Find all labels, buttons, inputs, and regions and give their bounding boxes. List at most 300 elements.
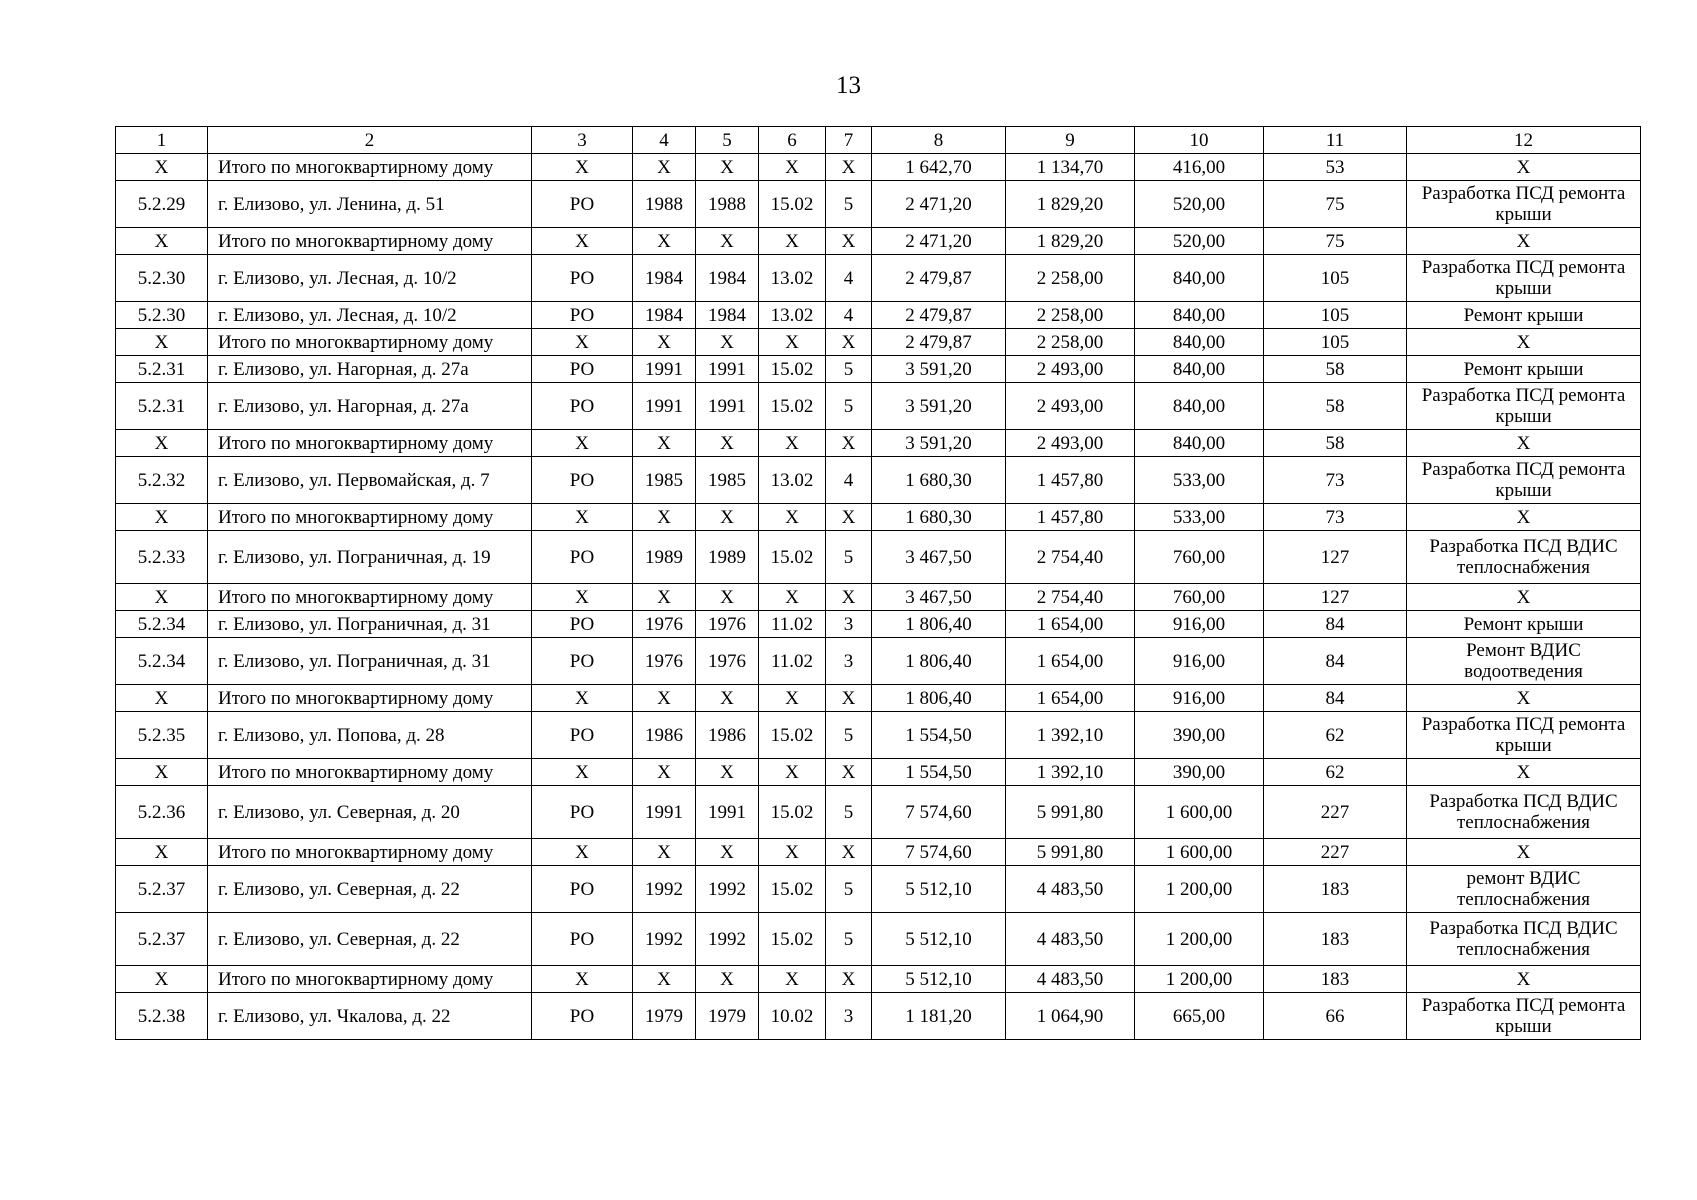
cell-item-number: Х [116, 228, 208, 255]
cell-commissioning-year: 1985 [696, 457, 759, 504]
cell-residents: 127 [1264, 584, 1407, 611]
cell-floors: 5 [826, 866, 872, 913]
cell-living-area: 2 258,00 [1006, 255, 1135, 302]
cell-address: Итого по многоквартирному дому [208, 685, 532, 712]
column-number-7: 7 [826, 127, 872, 154]
cell-address: г. Елизово, ул. Чкалова, д. 22 [208, 993, 532, 1040]
cell-address: г. Елизово, ул. Лесная, д. 10/2 [208, 255, 532, 302]
cell-address: г. Елизово, ул. Нагорная, д. 27а [208, 356, 532, 383]
cell-construction-year: Х [633, 966, 696, 993]
cell-living-area: 2 493,00 [1006, 383, 1135, 430]
cell-address: Итого по многоквартирному дому [208, 430, 532, 457]
cell-item-number: 5.2.34 [116, 638, 208, 685]
table-row-subtotal [116, 228, 1641, 255]
cell-wall-material: 10.02 [759, 993, 826, 1040]
cell-residents: 127 [1264, 531, 1407, 584]
column-number-5: 5 [696, 127, 759, 154]
cell-total-area: 2 471,20 [872, 181, 1006, 228]
cell-object-type: РО [532, 181, 633, 228]
cell-floors: Х [826, 759, 872, 786]
cell-work-type: ремонт ВДИС теплоснабжения [1407, 866, 1641, 913]
cell-residents: 73 [1264, 457, 1407, 504]
cell-living-area: 2 258,00 [1006, 302, 1135, 329]
cell-floors: 3 [826, 638, 872, 685]
cell-total-area: 5 512,10 [872, 913, 1006, 966]
cell-address: Итого по многоквартирному дому [208, 966, 532, 993]
cell-work-type: Х [1407, 966, 1641, 993]
cell-floors: Х [826, 584, 872, 611]
cell-total-area: 7 574,60 [872, 786, 1006, 839]
cell-floors: Х [826, 966, 872, 993]
cell-living-area: 1 392,10 [1006, 712, 1135, 759]
cell-object-type: РО [532, 712, 633, 759]
cell-wall-material: Х [759, 154, 826, 181]
cell-commissioning-year: 1991 [696, 383, 759, 430]
cell-item-number: Х [116, 154, 208, 181]
column-number-10: 10 [1135, 127, 1264, 154]
cell-total-area: 2 471,20 [872, 228, 1006, 255]
cell-work-type: Разработка ПСД ремонта крыши [1407, 383, 1641, 430]
cell-wall-material: 15.02 [759, 531, 826, 584]
cell-floors: 5 [826, 712, 872, 759]
table-row-subtotal [116, 685, 1641, 712]
cell-total-area: 5 512,10 [872, 966, 1006, 993]
cell-item-number: 5.2.29 [116, 181, 208, 228]
table-row-subtotal [116, 504, 1641, 531]
cell-roof-area: 1 600,00 [1135, 786, 1264, 839]
table-row [116, 786, 1641, 839]
cell-construction-year: 1988 [633, 181, 696, 228]
cell-wall-material: Х [759, 504, 826, 531]
cell-work-type: Х [1407, 759, 1641, 786]
cell-wall-material: 13.02 [759, 302, 826, 329]
cell-roof-area: 520,00 [1135, 181, 1264, 228]
cell-total-area: 3 591,20 [872, 383, 1006, 430]
cell-commissioning-year: 1984 [696, 255, 759, 302]
cell-object-type: РО [532, 255, 633, 302]
cell-residents: 62 [1264, 759, 1407, 786]
cell-object-type: РО [532, 913, 633, 966]
cell-object-type: Х [532, 966, 633, 993]
cell-total-area: 1 806,40 [872, 638, 1006, 685]
cell-item-number: Х [116, 685, 208, 712]
cell-construction-year: Х [633, 584, 696, 611]
column-number-4: 4 [633, 127, 696, 154]
cell-object-type: РО [532, 457, 633, 504]
table-row [116, 993, 1641, 1040]
cell-wall-material: 15.02 [759, 181, 826, 228]
cell-floors: 5 [826, 531, 872, 584]
cell-construction-year: 1992 [633, 866, 696, 913]
cell-commissioning-year: 1988 [696, 181, 759, 228]
cell-living-area: 1 654,00 [1006, 685, 1135, 712]
cell-object-type: РО [532, 383, 633, 430]
cell-commissioning-year: 1989 [696, 531, 759, 584]
cell-object-type: Х [532, 685, 633, 712]
cell-address: г. Елизово, ул. Лесная, д. 10/2 [208, 302, 532, 329]
cell-work-type: Разработка ПСД ремонта крыши [1407, 457, 1641, 504]
table-body [116, 154, 1641, 1040]
cell-construction-year: Х [633, 685, 696, 712]
cell-item-number: Х [116, 966, 208, 993]
cell-roof-area: 760,00 [1135, 584, 1264, 611]
cell-object-type: Х [532, 430, 633, 457]
table-row [116, 611, 1641, 638]
cell-living-area: 1 064,90 [1006, 993, 1135, 1040]
cell-floors: 4 [826, 255, 872, 302]
cell-address: Итого по многоквартирному дому [208, 228, 532, 255]
cell-wall-material: Х [759, 584, 826, 611]
cell-construction-year: 1976 [633, 638, 696, 685]
cell-roof-area: 916,00 [1135, 685, 1264, 712]
cell-object-type: РО [532, 993, 633, 1040]
cell-wall-material: Х [759, 685, 826, 712]
cell-address: г. Елизово, ул. Северная, д. 22 [208, 866, 532, 913]
cell-total-area: 1 181,20 [872, 993, 1006, 1040]
cell-object-type: РО [532, 786, 633, 839]
cell-roof-area: 1 200,00 [1135, 966, 1264, 993]
cell-address: Итого по многоквартирному дому [208, 504, 532, 531]
cell-residents: 227 [1264, 786, 1407, 839]
cell-total-area: 1 554,50 [872, 712, 1006, 759]
cell-address: г. Елизово, ул. Пограничная, д. 31 [208, 611, 532, 638]
cell-residents: 53 [1264, 154, 1407, 181]
cell-object-type: Х [532, 504, 633, 531]
cell-object-type: Х [532, 759, 633, 786]
work-schedule-table [115, 126, 1641, 1040]
cell-total-area: 1 806,40 [872, 611, 1006, 638]
column-number-2: 2 [208, 127, 532, 154]
cell-commissioning-year: 1976 [696, 638, 759, 685]
cell-commissioning-year: Х [696, 228, 759, 255]
cell-roof-area: 760,00 [1135, 531, 1264, 584]
table-row [116, 255, 1641, 302]
cell-item-number: Х [116, 839, 208, 866]
column-number-1: 1 [116, 127, 208, 154]
cell-address: г. Елизово, ул. Пограничная, д. 31 [208, 638, 532, 685]
cell-living-area: 1 457,80 [1006, 504, 1135, 531]
table-row-subtotal [116, 839, 1641, 866]
cell-living-area: 1 134,70 [1006, 154, 1135, 181]
cell-work-type: Разработка ПСД ВДИС теплоснабжения [1407, 786, 1641, 839]
cell-roof-area: 416,00 [1135, 154, 1264, 181]
cell-object-type: Х [532, 228, 633, 255]
cell-construction-year: Х [633, 839, 696, 866]
cell-construction-year: 1991 [633, 383, 696, 430]
cell-roof-area: 840,00 [1135, 356, 1264, 383]
cell-total-area: 3 467,50 [872, 584, 1006, 611]
cell-item-number: Х [116, 759, 208, 786]
cell-roof-area: 840,00 [1135, 302, 1264, 329]
cell-wall-material: Х [759, 329, 826, 356]
cell-commissioning-year: 1992 [696, 913, 759, 966]
cell-total-area: 1 680,30 [872, 457, 1006, 504]
cell-total-area: 1 806,40 [872, 685, 1006, 712]
cell-residents: 84 [1264, 611, 1407, 638]
cell-roof-area: 390,00 [1135, 759, 1264, 786]
cell-floors: 5 [826, 913, 872, 966]
cell-object-type: Х [532, 839, 633, 866]
cell-item-number: 5.2.32 [116, 457, 208, 504]
cell-roof-area: 1 200,00 [1135, 913, 1264, 966]
cell-residents: 58 [1264, 356, 1407, 383]
cell-work-type: Х [1407, 584, 1641, 611]
column-number-11: 11 [1264, 127, 1407, 154]
cell-work-type: Ремонт крыши [1407, 356, 1641, 383]
cell-work-type: Разработка ПСД ремонта крыши [1407, 712, 1641, 759]
cell-roof-area: 840,00 [1135, 329, 1264, 356]
cell-object-type: РО [532, 866, 633, 913]
cell-work-type: Разработка ПСД ВДИС теплоснабжения [1407, 913, 1641, 966]
cell-floors: 4 [826, 457, 872, 504]
cell-living-area: 2 258,00 [1006, 329, 1135, 356]
cell-commissioning-year: Х [696, 839, 759, 866]
cell-floors: 5 [826, 786, 872, 839]
cell-roof-area: 520,00 [1135, 228, 1264, 255]
cell-address: г. Елизово, ул. Северная, д. 20 [208, 786, 532, 839]
cell-wall-material: 15.02 [759, 712, 826, 759]
cell-wall-material: 13.02 [759, 457, 826, 504]
cell-construction-year: 1986 [633, 712, 696, 759]
cell-item-number: 5.2.31 [116, 356, 208, 383]
cell-item-number: 5.2.34 [116, 611, 208, 638]
cell-residents: 58 [1264, 430, 1407, 457]
cell-address: Итого по многоквартирному дому [208, 759, 532, 786]
cell-wall-material: Х [759, 228, 826, 255]
cell-floors: Х [826, 228, 872, 255]
table-row [116, 531, 1641, 584]
cell-construction-year: 1984 [633, 255, 696, 302]
cell-wall-material: Х [759, 966, 826, 993]
cell-object-type: РО [532, 302, 633, 329]
cell-commissioning-year: 1986 [696, 712, 759, 759]
table-row-subtotal [116, 154, 1641, 181]
table-row [116, 383, 1641, 430]
column-number-9: 9 [1006, 127, 1135, 154]
cell-floors: 5 [826, 181, 872, 228]
cell-total-area: 3 591,20 [872, 430, 1006, 457]
cell-residents: 84 [1264, 638, 1407, 685]
cell-construction-year: Х [633, 228, 696, 255]
cell-living-area: 5 991,80 [1006, 786, 1135, 839]
cell-roof-area: 916,00 [1135, 611, 1264, 638]
cell-work-type: Ремонт крыши [1407, 611, 1641, 638]
cell-item-number: 5.2.30 [116, 255, 208, 302]
cell-roof-area: 840,00 [1135, 255, 1264, 302]
cell-commissioning-year: Х [696, 759, 759, 786]
cell-item-number: 5.2.37 [116, 866, 208, 913]
cell-floors: Х [826, 839, 872, 866]
cell-object-type: РО [532, 356, 633, 383]
cell-floors: 4 [826, 302, 872, 329]
cell-living-area: 1 829,20 [1006, 228, 1135, 255]
cell-living-area: 1 457,80 [1006, 457, 1135, 504]
cell-residents: 75 [1264, 228, 1407, 255]
cell-item-number: 5.2.36 [116, 786, 208, 839]
table-row-subtotal [116, 584, 1641, 611]
cell-commissioning-year: 1992 [696, 866, 759, 913]
cell-item-number: 5.2.38 [116, 993, 208, 1040]
cell-object-type: Х [532, 154, 633, 181]
cell-residents: 62 [1264, 712, 1407, 759]
cell-roof-area: 840,00 [1135, 430, 1264, 457]
cell-living-area: 1 829,20 [1006, 181, 1135, 228]
cell-total-area: 1 554,50 [872, 759, 1006, 786]
cell-construction-year: 1979 [633, 993, 696, 1040]
cell-address: г. Елизово, ул. Попова, д. 28 [208, 712, 532, 759]
cell-work-type: Разработка ПСД ремонта крыши [1407, 255, 1641, 302]
cell-living-area: 1 392,10 [1006, 759, 1135, 786]
cell-total-area: 2 479,87 [872, 302, 1006, 329]
cell-residents: 183 [1264, 913, 1407, 966]
cell-roof-area: 665,00 [1135, 993, 1264, 1040]
cell-address: г. Елизово, ул. Пограничная, д. 19 [208, 531, 532, 584]
cell-work-type: Разработка ПСД ремонта крыши [1407, 993, 1641, 1040]
cell-residents: 66 [1264, 993, 1407, 1040]
cell-total-area: 2 479,87 [872, 255, 1006, 302]
cell-work-type: Х [1407, 430, 1641, 457]
cell-construction-year: 1989 [633, 531, 696, 584]
cell-item-number: Х [116, 584, 208, 611]
cell-construction-year: Х [633, 329, 696, 356]
cell-address: Итого по многоквартирному дому [208, 154, 532, 181]
cell-address: г. Елизово, ул. Нагорная, д. 27а [208, 383, 532, 430]
cell-living-area: 4 483,50 [1006, 913, 1135, 966]
cell-item-number: 5.2.35 [116, 712, 208, 759]
cell-living-area: 1 654,00 [1006, 638, 1135, 685]
cell-total-area: 3 591,20 [872, 356, 1006, 383]
cell-living-area: 5 991,80 [1006, 839, 1135, 866]
cell-work-type: Х [1407, 228, 1641, 255]
cell-total-area: 1 680,30 [872, 504, 1006, 531]
cell-wall-material: 15.02 [759, 383, 826, 430]
cell-item-number: 5.2.31 [116, 383, 208, 430]
cell-wall-material: 15.02 [759, 866, 826, 913]
cell-living-area: 2 754,40 [1006, 584, 1135, 611]
cell-roof-area: 840,00 [1135, 383, 1264, 430]
cell-roof-area: 533,00 [1135, 457, 1264, 504]
cell-commissioning-year: Х [696, 154, 759, 181]
cell-residents: 84 [1264, 685, 1407, 712]
cell-living-area: 2 493,00 [1006, 356, 1135, 383]
cell-construction-year: 1976 [633, 611, 696, 638]
cell-wall-material: 11.02 [759, 638, 826, 685]
cell-wall-material: 15.02 [759, 786, 826, 839]
cell-total-area: 5 512,10 [872, 866, 1006, 913]
cell-work-type: Х [1407, 685, 1641, 712]
cell-roof-area: 916,00 [1135, 638, 1264, 685]
cell-total-area: 7 574,60 [872, 839, 1006, 866]
cell-commissioning-year: Х [696, 685, 759, 712]
cell-work-type: Х [1407, 154, 1641, 181]
cell-roof-area: 533,00 [1135, 504, 1264, 531]
cell-residents: 183 [1264, 966, 1407, 993]
column-number-3: 3 [532, 127, 633, 154]
cell-address: г. Елизово, ул. Северная, д. 22 [208, 913, 532, 966]
cell-address: г. Елизово, ул. Первомайская, д. 7 [208, 457, 532, 504]
cell-address: Итого по многоквартирному дому [208, 584, 532, 611]
page-number: 13 [836, 72, 861, 99]
cell-commissioning-year: Х [696, 584, 759, 611]
cell-work-type: Ремонт ВДИС водоотведения [1407, 638, 1641, 685]
cell-residents: 105 [1264, 329, 1407, 356]
cell-item-number: Х [116, 329, 208, 356]
cell-commissioning-year: 1984 [696, 302, 759, 329]
cell-total-area: 3 467,50 [872, 531, 1006, 584]
table-row-subtotal [116, 966, 1641, 993]
cell-roof-area: 1 200,00 [1135, 866, 1264, 913]
cell-roof-area: 1 600,00 [1135, 839, 1264, 866]
cell-construction-year: 1985 [633, 457, 696, 504]
cell-roof-area: 390,00 [1135, 712, 1264, 759]
cell-residents: 105 [1264, 302, 1407, 329]
cell-work-type: Ремонт крыши [1407, 302, 1641, 329]
cell-item-number: 5.2.37 [116, 913, 208, 966]
cell-floors: Х [826, 329, 872, 356]
table-row [116, 638, 1641, 685]
cell-commissioning-year: 1991 [696, 356, 759, 383]
cell-total-area: 2 479,87 [872, 329, 1006, 356]
cell-residents: 73 [1264, 504, 1407, 531]
cell-residents: 105 [1264, 255, 1407, 302]
cell-address: Итого по многоквартирному дому [208, 329, 532, 356]
column-number-8: 8 [872, 127, 1006, 154]
table-row [116, 913, 1641, 966]
cell-floors: 5 [826, 383, 872, 430]
cell-construction-year: 1984 [633, 302, 696, 329]
cell-commissioning-year: Х [696, 966, 759, 993]
cell-commissioning-year: Х [696, 329, 759, 356]
cell-object-type: Х [532, 329, 633, 356]
cell-item-number: Х [116, 504, 208, 531]
cell-floors: Х [826, 504, 872, 531]
cell-total-area: 1 642,70 [872, 154, 1006, 181]
cell-wall-material: 13.02 [759, 255, 826, 302]
cell-construction-year: 1992 [633, 913, 696, 966]
cell-construction-year: 1991 [633, 786, 696, 839]
cell-living-area: 2 754,40 [1006, 531, 1135, 584]
cell-object-type: РО [532, 531, 633, 584]
cell-wall-material: Х [759, 839, 826, 866]
cell-floors: Х [826, 154, 872, 181]
cell-wall-material: 15.02 [759, 356, 826, 383]
cell-floors: Х [826, 685, 872, 712]
cell-construction-year: Х [633, 430, 696, 457]
cell-construction-year: 1991 [633, 356, 696, 383]
cell-wall-material: 11.02 [759, 611, 826, 638]
column-number-6: 6 [759, 127, 826, 154]
cell-living-area: 4 483,50 [1006, 866, 1135, 913]
cell-construction-year: Х [633, 504, 696, 531]
table-row-subtotal [116, 430, 1641, 457]
cell-floors: 5 [826, 356, 872, 383]
table-row-subtotal [116, 759, 1641, 786]
table-row-subtotal [116, 329, 1641, 356]
cell-wall-material: 15.02 [759, 913, 826, 966]
cell-item-number: 5.2.30 [116, 302, 208, 329]
cell-living-area: 1 654,00 [1006, 611, 1135, 638]
cell-living-area: 4 483,50 [1006, 966, 1135, 993]
cell-work-type: Разработка ПСД ремонта крыши [1407, 181, 1641, 228]
cell-floors: 3 [826, 611, 872, 638]
cell-residents: 75 [1264, 181, 1407, 228]
cell-wall-material: Х [759, 759, 826, 786]
cell-commissioning-year: 1991 [696, 786, 759, 839]
table-row [116, 302, 1641, 329]
table-row [116, 181, 1641, 228]
cell-living-area: 2 493,00 [1006, 430, 1135, 457]
cell-construction-year: Х [633, 154, 696, 181]
